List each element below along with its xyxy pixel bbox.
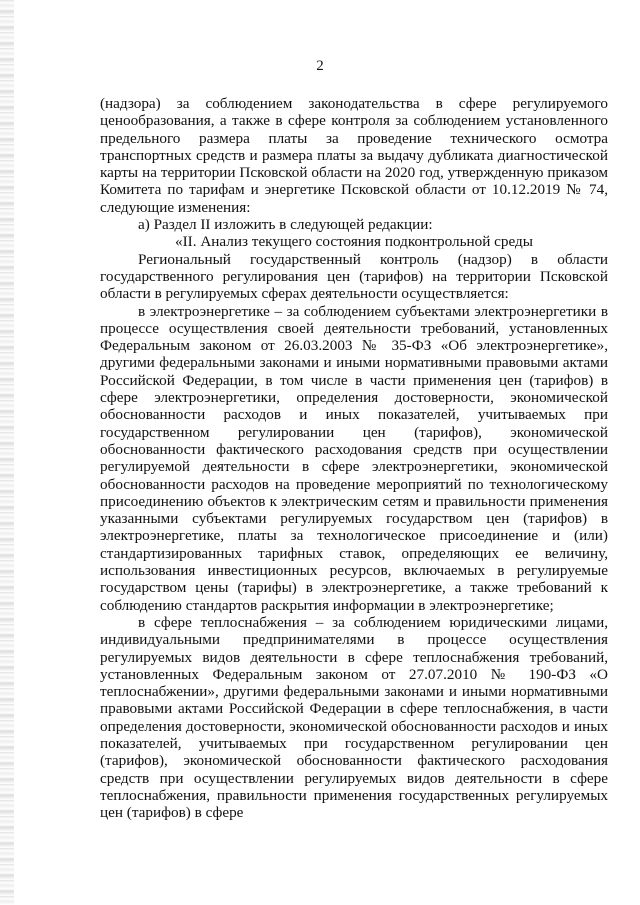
paragraph-heat-supply: в сфере теплоснабжения – за соблюдением юридическими лицами, индивидуальными предпринимателями в процессе осуществления регулируемых видов деятельности в сфере теплоснабжения требований, установленных Федеральным законом от 27.07.2010 № 190-ФЗ «О теплоснабжении», другими федеральными законами и иными нормативными правовыми актами Российской Федерации в сфере теплоснабжения, в части определения достоверности, экономической обоснованности расходов и иных показателей, учитываемых при государственном регулировании цен (тарифов), экономической обоснованности фактического расходования средств при осуществлении регулируемых видов деятельности в сфере теплоснабжения, правильности применения государственных регулируемых цен (тарифов) в сфере xyxy=(100,613,608,822)
paragraph-intro: Региональный государственный контроль (надзор) в области государственного регулирования цен (тарифов) на территории Псковской области в регулируемых сферах деятельности осуществляется: xyxy=(100,250,608,303)
scan-edge-artifact xyxy=(0,0,14,905)
paragraph-electroenergetics: в электроэнергетике – за соблюдением субъектами электроэнергетики в процессе осуществления своей деятельности требований, установленных Федеральным законом от 26.03.2003 № 35-ФЗ «Об электроэнергетике», другими федеральными законами и иными нормативными правовыми актами Российской Федерации, в том числе в части применения цен (тарифов) в сфере электроэнергетики, определения достоверности, экономической обоснованности расходов и иных показателей, учитываемых при государственном регулировании цен (тарифов), экономической обоснованности фактического расходования средств при осуществлении регулируемой деятельности в сфере электроэнергетики, экономической обоснованности расходов на проведение мероприятий по технологическому присоединению объектов к электрическим сетям и правильности применения указанными субъектами регулируемых государством цен (тарифов) в электроэнергетике, платы за технологическое присоединение и (или) стандартизированных тарифных ставок, определяющих ее величину, использования инвестиционных ресурсов, включаемых в регулируемые государством цены (тарифы) в электроэнергетике, а также требований к соблюдению стандартов раскрытия информации в электроэнергетике; xyxy=(100,302,608,614)
section-heading: «II. Анализ текущего состояния подконтрольной среды xyxy=(175,233,533,251)
paragraph-list-item-a: а) Раздел II изложить в следующей редакции: xyxy=(138,216,433,234)
document-body xyxy=(100,95,608,821)
page-number: 2 xyxy=(316,58,324,74)
paragraph-continuation: (надзора) за соблюдением законодательства в сфере регулируемого ценообразования, а также в сфере контроля за соблюдением установленного предельного размера платы за проведение технического осмотра транспортных средств и размера платы за выдачу дубликата диагностической карты на территории Псковской области на 2020 год, утвержденную приказом Комитета по тарифам и энергетике Псковской области от 10.12.2019 № 74, следующие изменения: xyxy=(100,95,608,216)
